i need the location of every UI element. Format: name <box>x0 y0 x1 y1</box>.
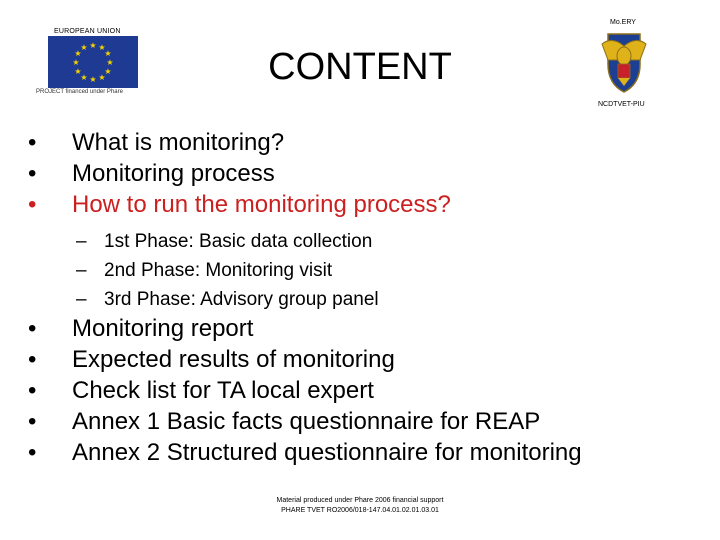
sub-bullet-item: – 1st Phase: Basic data collection <box>76 227 379 256</box>
footer-line-1: Material produced under Phare 2006 financial support <box>276 497 444 504</box>
svg-text:★: ★ <box>89 41 97 50</box>
sub-bullet-item: – 3rd Phase: Advisory group panel <box>76 285 379 314</box>
page-title: CONTENT <box>268 46 452 88</box>
bullet-item-highlighted: • How to run the monitoring process? <box>24 189 451 220</box>
ncd-label: NCDTVET-PIU <box>598 101 645 108</box>
bullet-item: • What is monitoring? <box>24 127 451 158</box>
svg-text:★: ★ <box>104 49 112 58</box>
svg-text:★: ★ <box>104 67 112 76</box>
bullet-item: • Annex 2 Structured questionnaire for monitoring <box>24 437 582 468</box>
ministry-label: Mo.ERY <box>610 19 636 26</box>
footer <box>200 496 520 516</box>
eu-stars-icon <box>48 36 138 88</box>
footer-line-2: PHARE TVET RO2006/018-147.04.01.02.01.03.01 <box>281 507 439 514</box>
svg-text:★: ★ <box>80 43 88 52</box>
svg-text:★: ★ <box>74 67 82 76</box>
bullet-item: • Expected results of monitoring <box>24 344 582 375</box>
svg-text:★: ★ <box>106 58 114 67</box>
sub-bullet-item: – 2nd Phase: Monitoring visit <box>76 256 379 285</box>
project-label: PROJECT financed under Phare <box>36 89 123 95</box>
bullet-list-top <box>24 127 451 220</box>
bullet-item: • Check list for TA local expert <box>24 375 582 406</box>
svg-text:★: ★ <box>98 73 106 82</box>
eu-label: EUROPEAN UNION <box>54 28 121 35</box>
sub-bullet-list <box>76 227 379 314</box>
coat-of-arms-icon <box>594 30 654 94</box>
svg-text:★: ★ <box>72 58 80 67</box>
svg-text:★: ★ <box>74 49 82 58</box>
eu-flag-icon <box>48 36 138 88</box>
bullet-item: • Monitoring process <box>24 158 451 189</box>
svg-text:★: ★ <box>98 43 106 52</box>
bullet-item: • Monitoring report <box>24 313 582 344</box>
svg-text:★: ★ <box>89 75 97 84</box>
svg-text:★: ★ <box>80 73 88 82</box>
bullet-item: • Annex 1 Basic facts questionnaire for REAP <box>24 406 582 437</box>
bullet-list-bottom <box>24 313 582 468</box>
